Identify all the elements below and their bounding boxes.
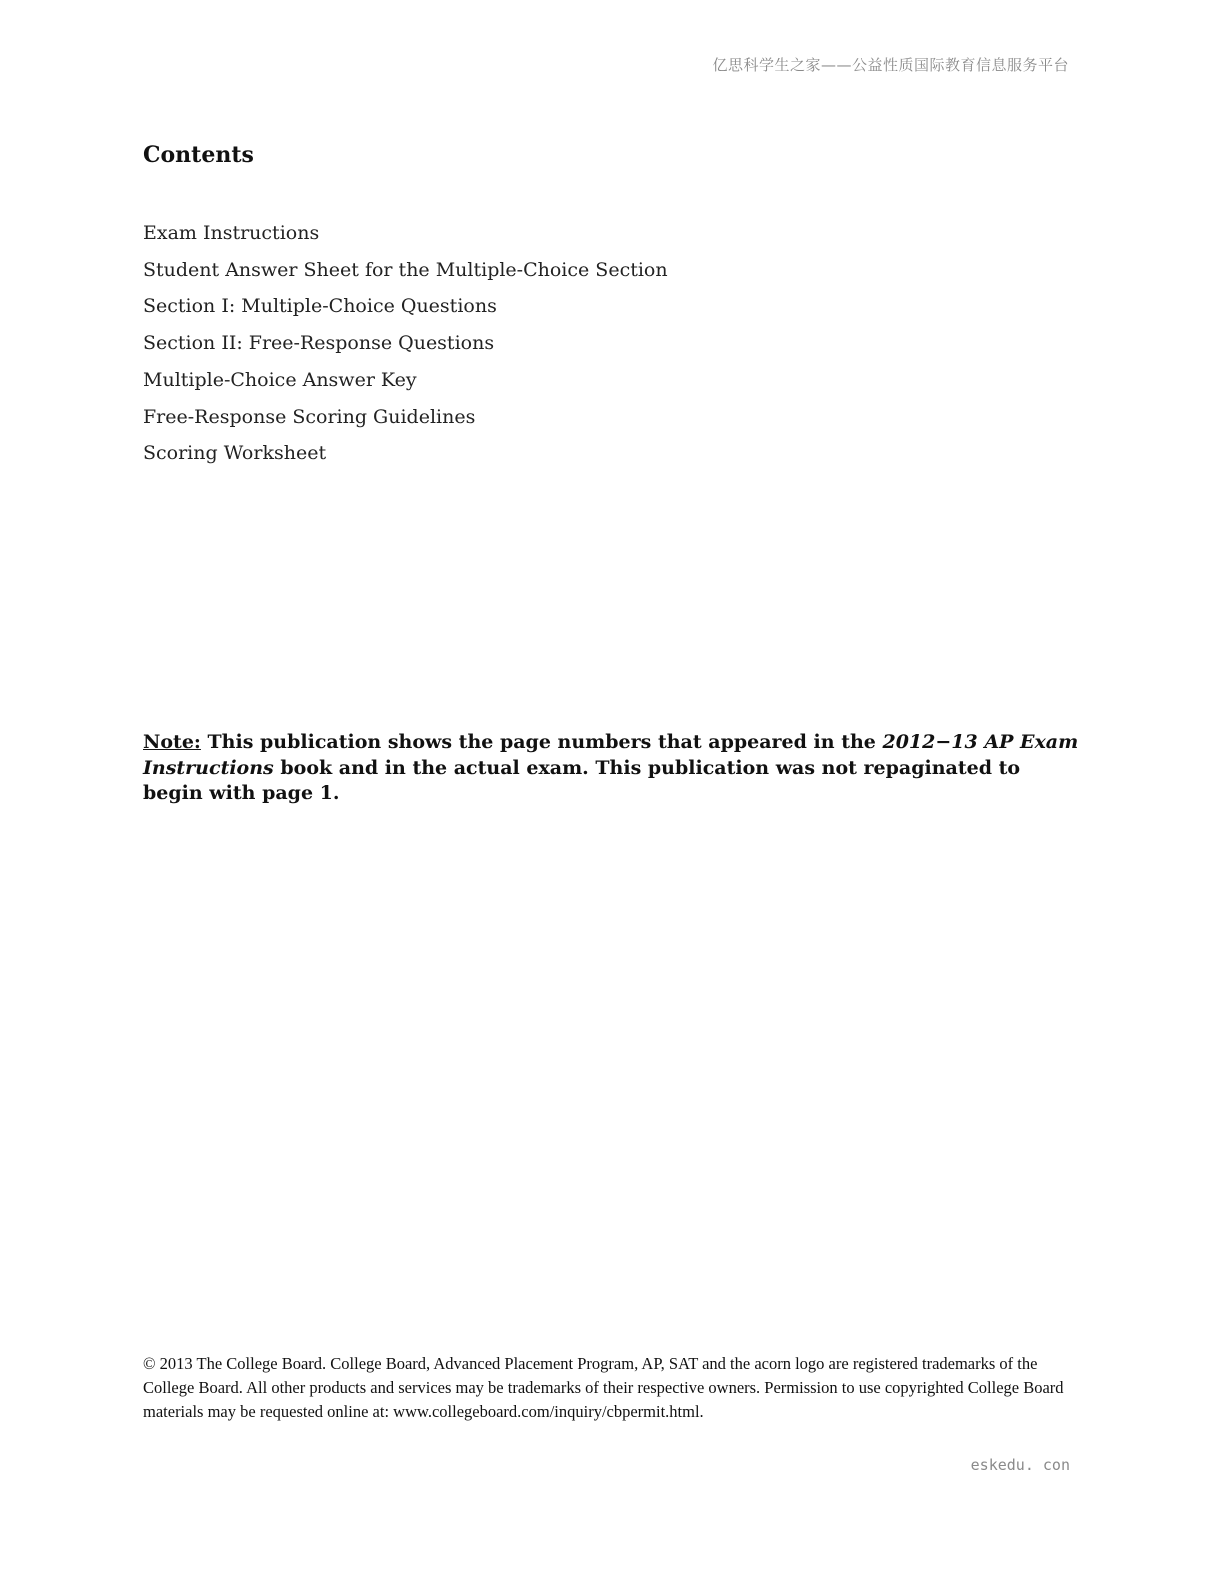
contents-heading: Contents: [143, 142, 254, 168]
copyright-notice: © 2013 The College Board. College Board, Advanced Placement Program, AP, SAT and the acorn logo are registered trademarks of the College Board. All other products and services may be trademarks of their respective owners. Permission to use copyrighted College Board materials may be requested online at: www.collegeboard.com/inquiry/cbpermit.html.: [143, 1354, 1064, 1421]
toc-item-scoring-guidelines: Free-Response Scoring Guidelines: [143, 405, 476, 428]
footer-watermark: eskedu. con: [970, 1456, 1070, 1474]
toc-item-section-1: Section I: Multiple-Choice Questions: [143, 295, 497, 318]
toc-item-exam-instructions: Exam Instructions: [143, 222, 320, 244]
table-of-contents: [143, 215, 668, 472]
toc-item-section-2: Section II: Free-Response Questions: [143, 332, 495, 355]
note-text-before: This publication shows the page numbers that appeared in the: [200, 731, 883, 753]
note-text-after: book and in the actual exam. This publication was not repaginated to begin with page 1.: [143, 756, 1021, 804]
note-italic-title: 2012−13 AP Exam Instructions: [143, 731, 1079, 779]
toc-item-answer-key: Multiple-Choice Answer Key: [143, 368, 417, 391]
pagination-note: [143, 730, 1083, 807]
note-label: Note:: [143, 731, 201, 753]
toc-item-scoring-worksheet: Scoring Worksheet: [143, 442, 327, 465]
header-watermark: 亿思科学生之家——公益性质国际教育信息服务平台: [712, 56, 1069, 74]
toc-item-answer-sheet: Student Answer Sheet for the Multiple-Choice Section: [143, 258, 668, 281]
